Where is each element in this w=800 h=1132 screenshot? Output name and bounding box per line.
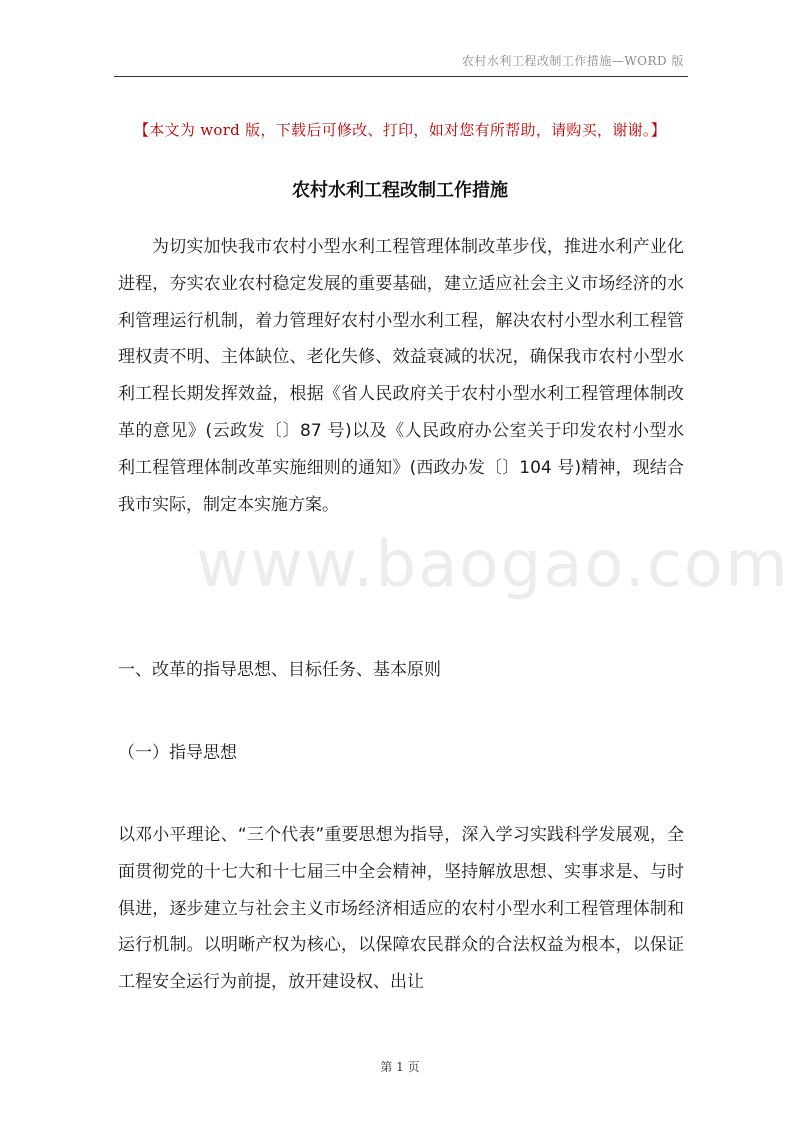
subsection-heading: （一）指导思想	[118, 743, 237, 763]
watermark: www.baogao.com	[196, 528, 790, 602]
document-title: 农村水利工程改制工作措施	[292, 180, 508, 201]
download-notice: 【本文为 word 版，下载后可修改、打印，如对您有所帮助，请购买，谢谢。】	[133, 121, 667, 139]
page-number: 第 1 页	[380, 1060, 420, 1074]
intro-paragraph: 为切实加快我市农村小型水利工程管理体制改革步伐，推进水利产业化进程，夯实农业农村稳定发展的重要基础，建立适应社会主义市场经济的水利管理运行机制，着力管理好农村小型水利工程，解决农村小型水利工程管理权责不明、主体缺位、老化失修、效益衰减的状况，确保我市农村小型水利工程长期发挥效益，根据《省人民政府关于农村小型水利工程管理体制改革的意见》(云政发〔〕87 号)以及《人民政府办公室关于印发农村小型水利工程管理体制改革实施细则的通知》(西政办发〔〕104 号)精神，现结合我市实际，制定本实施方案。	[118, 237, 684, 515]
section-heading: 一、改革的指导思想、目标任务、基本原则	[118, 660, 441, 680]
guiding-paragraph: 以邓小平理论、“三个代表”重要思想为指导，深入学习实践科学发展观，全面贯彻党的十七大和十七届三中全会精神，坚持解放思想、实事求是、与时俱进，逐步建立与社会主义市场经济相适应的农村小型水利工程管理体制和运行机制。以明晰产权为核心，以保障农民群众的合法权益为根本，以保证工程安全运行为前提，放开建设权、出让	[118, 825, 684, 993]
running-header: 农村水利工程改制工作措施—WORD 版	[461, 54, 684, 68]
header-divider	[114, 76, 688, 77]
